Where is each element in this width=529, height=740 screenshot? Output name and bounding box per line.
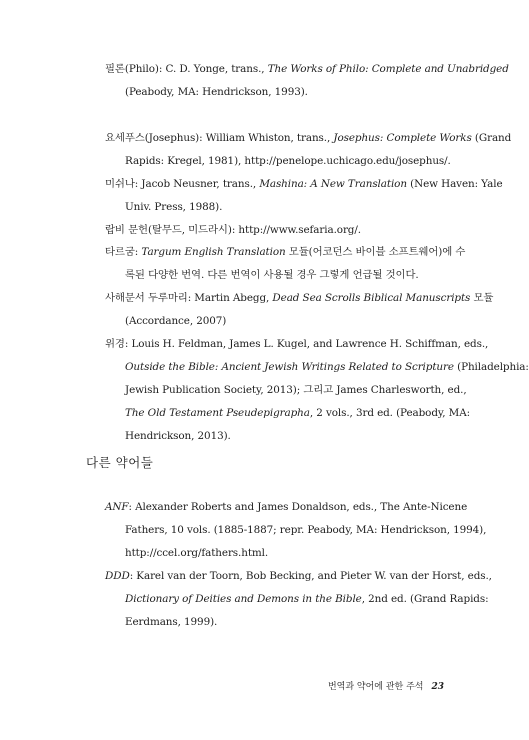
running-title: 번역과 약어에 관한 주석 xyxy=(327,682,424,692)
source-entry-line: 위경: Louis H. Feldman, James L. Kugel, and Lawrence H. Schiffman, eds., xyxy=(105,338,489,350)
source-entry-line: The Old Testament Pseudepigrapha, 2 vols., 3rd ed. (Peabody, MA: xyxy=(125,407,471,419)
source-entry xyxy=(105,287,494,333)
source-entry-line: 요세푸스(Josephus): William Whiston, trans., Josephus: Complete Works (Grand xyxy=(105,132,512,144)
source-entry-line: 랍비 문헌(탈무드, 미드라시): http://www.sefaria.org/. xyxy=(105,224,361,236)
source-entry-line: 타르굼: Targum English Translation 모듈(어코던스 바이블 소프트웨어)에 수 xyxy=(105,246,466,258)
abbreviation-entry-line: Fathers, 10 vols. (1885-1887; repr. Peabody, MA: Hendrickson, 1994), xyxy=(125,524,487,536)
source-entry-line: 록된 다양한 번역. 다른 번역이 사용될 경우 그렇게 언급될 것이다. xyxy=(125,269,419,281)
source-entry-line: 필론(Philo): C. D. Yonge, trans., The Works of Philo: Complete and Unabridged xyxy=(105,63,509,75)
source-entry xyxy=(105,58,509,104)
section-heading: 다른 약어들 xyxy=(86,455,154,470)
source-entry-line: (Peabody, MA: Hendrickson, 1993). xyxy=(125,86,308,98)
abbreviation-entry-line: DDD: Karel van der Toorn, Bob Becking, and Pieter W. van der Horst, eds., xyxy=(105,570,492,582)
source-entry xyxy=(105,173,503,219)
abbreviation-entry-line: Eerdmans, 1999). xyxy=(125,616,218,628)
source-entry-line: Jewish Publication Society, 2013); 그리고 James Charlesworth, ed., xyxy=(125,384,467,396)
source-entry-line: Hendrickson, 2013). xyxy=(125,430,231,442)
source-entry-line: Univ. Press, 1988). xyxy=(125,201,223,213)
source-entry-line: Outside the Bible: Ancient Jewish Writings Related to Scripture (Philadelphia: xyxy=(125,361,529,373)
abbreviation-entry-line: http://ccel.org/fathers.html. xyxy=(125,547,269,559)
source-entry xyxy=(105,219,440,242)
abbreviation-entry xyxy=(105,565,492,634)
page-number: 23 xyxy=(431,682,444,692)
source-entry xyxy=(105,241,466,287)
abbreviation-entry-line: Dictionary of Deities and Demons in the Bible, 2nd ed. (Grand Rapids: xyxy=(125,593,489,605)
abbreviation-entry xyxy=(105,496,487,565)
source-entry xyxy=(105,333,529,448)
source-entry-line: 사해문서 두루마리: Martin Abegg, Dead Sea Scrolls Biblical Manuscripts 모듈 xyxy=(105,292,494,304)
source-entry-line: 미쉬나: Jacob Neusner, trans., Mashina: A New Translation (New Haven: Yale xyxy=(105,178,503,190)
source-entry xyxy=(105,127,512,173)
page-footer xyxy=(0,679,444,692)
source-entry-line: (Accordance, 2007) xyxy=(125,315,227,327)
source-entry-line: Rapids: Kregel, 1981), http://penelope.uchicago.edu/josephus/. xyxy=(125,155,451,167)
abbreviation-entry-line: ANF: Alexander Roberts and James Donaldson, eds., The Ante-Nicene xyxy=(105,501,468,513)
